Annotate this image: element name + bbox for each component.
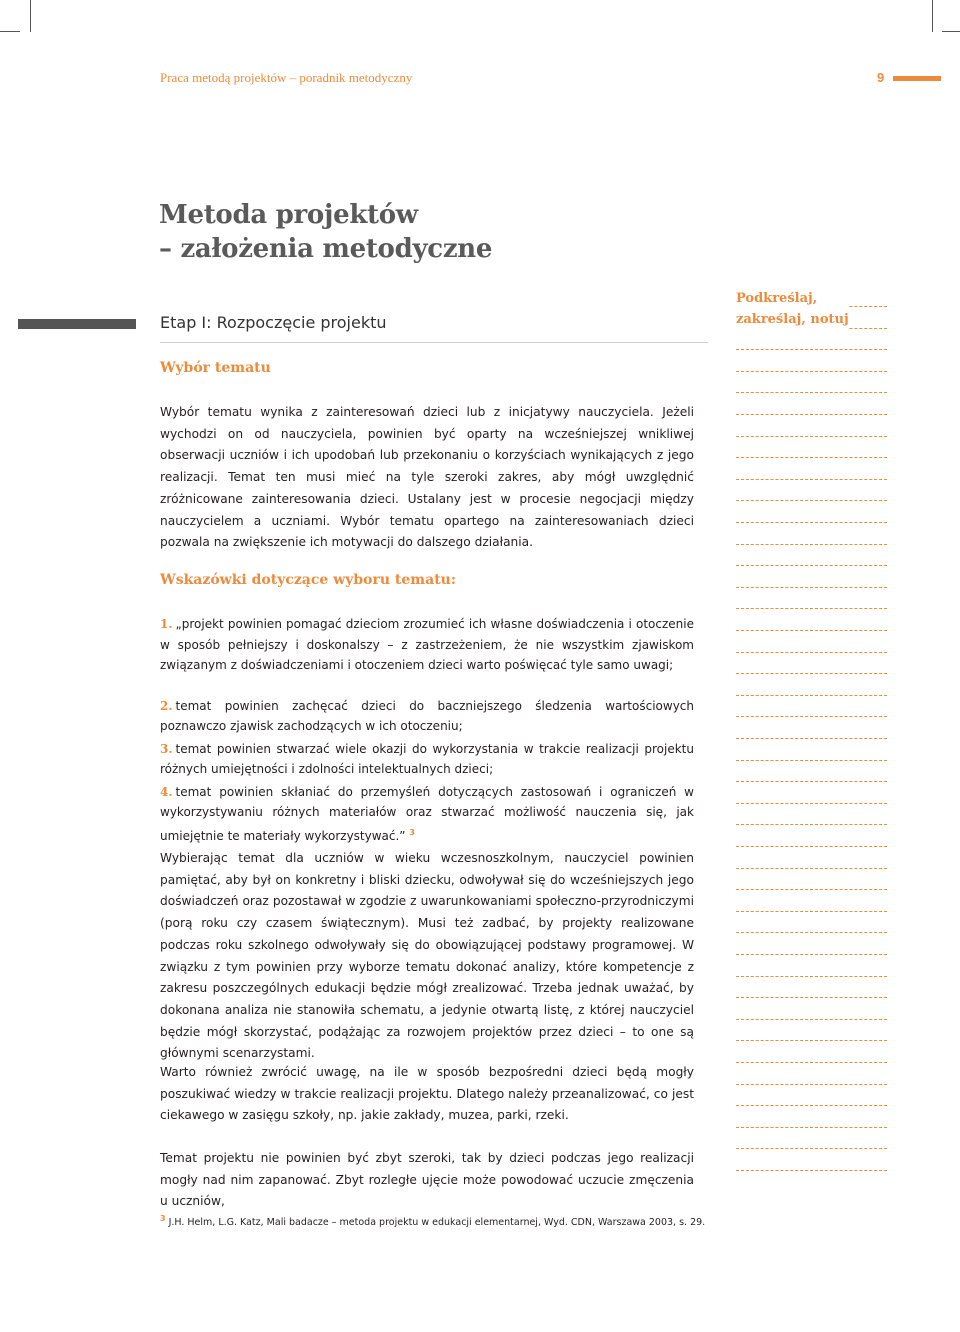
- note-line: [736, 479, 887, 480]
- note-line: [736, 932, 887, 933]
- list-text: temat powinien zachęcać dzieci do baczniejszego śledzenia wartościowych poznawczo zjawisk zachodzących w ich otoczeniu;: [160, 698, 694, 733]
- note-line: [736, 760, 887, 761]
- footnote-reference[interactable]: 3: [409, 827, 415, 837]
- note-line: [736, 652, 887, 653]
- list-item: [160, 696, 694, 737]
- body-paragraph: Wybierając temat dla uczniów w wieku wczesnoszkolnym, nauczyciel powinien pamiętać, aby był on konkretny i bliski dziecku, odwoływał się do wcześniejszych jego doświadczeń oraz pozostawał w zgodzie z uwarunkowaniami społeczno-przyrodniczymi (porą roku czy czasem świątecznym). Musi też zadbać, by projekty realizowane podczas roku szkolnego odwoływały się do obowiązującej podstawy programowej. W związku z tym powinien przy wyborze tematu dokonać analizy, które kompetencje z zakresu poszczególnych edukacji będzie mógł zrealizować. Trzeba jednak uważać, by dokonana analiza nie stanowiła schematu, a jedynie otwartą listę, z której nauczyciel będzie mógł skorzystać, podążając za rozwojem projektów przez dzieci – to one są głównymi scenarzystami.: [160, 851, 694, 1061]
- note-line: [736, 1148, 887, 1149]
- note-line: [736, 414, 887, 415]
- note-line: [736, 846, 887, 847]
- crop-mark: [942, 31, 960, 32]
- running-title: Praca metodą projektów – poradnik metodyczny: [160, 70, 413, 85]
- list-number: 2.: [160, 698, 173, 713]
- section-marker-bar: [18, 319, 136, 329]
- note-line: [736, 436, 887, 437]
- list-text: temat powinien skłaniać do przemyśleń dotyczących zastosowań i ograniczeń w wykorzystywaniu różnych materiałów oraz stwarzać możliwość nauczenia się, jak umiejętnie te materiały wykorzystywać.”: [160, 784, 694, 843]
- note-line: [736, 1019, 887, 1020]
- title-line-2: – założenia metodyczne: [159, 234, 493, 264]
- footnote-text: J.H. Helm, L.G. Katz, Mali badacze – metoda projektu w edukacji elementarnej, Wyd. CDN, Warszawa 2003, s. 29.: [168, 1217, 706, 1229]
- note-line: [736, 803, 887, 804]
- list-item: [160, 782, 694, 847]
- note-line: [736, 544, 887, 545]
- note-line: [736, 868, 887, 869]
- crop-mark: [30, 0, 31, 32]
- note-line: [736, 1062, 887, 1063]
- note-line: [736, 1084, 887, 1085]
- notes-label-line-1: Podkreślaj,: [736, 291, 818, 306]
- note-line: [736, 1127, 887, 1128]
- footnote-mark: 3: [160, 1214, 166, 1223]
- list-number: 1.: [160, 617, 173, 631]
- page-number-bar: [893, 76, 941, 81]
- note-line: [736, 1105, 887, 1106]
- section-heading: Etap I: Rozpoczęcie projektu: [160, 313, 387, 332]
- list-number: 3.: [160, 741, 173, 756]
- list-number: 4.: [160, 784, 173, 799]
- note-line: [736, 1170, 887, 1171]
- body-paragraph: Temat projektu nie powinien być zbyt szeroki, tak by dzieci podczas jego realizacji mogły nad nim zapanować. Zbyt rozległe ujęcie może powodować uczucie zmęczenia u uczniów,: [160, 1151, 694, 1209]
- list-item: [160, 614, 694, 676]
- note-line: [736, 673, 887, 674]
- note-line: [736, 349, 887, 350]
- note-line: [736, 1040, 887, 1041]
- note-line: [736, 608, 887, 609]
- list-item: [160, 739, 694, 780]
- note-line: [736, 630, 887, 631]
- note-line: [736, 716, 887, 717]
- page-number: 9: [877, 70, 885, 85]
- notes-label-line-2: zakreślaj, notuj: [736, 312, 849, 327]
- note-line: [736, 738, 887, 739]
- subsection-heading: Wybór tematu: [160, 360, 271, 376]
- note-line: [736, 587, 887, 588]
- list-text: temat powinien stwarzać wiele okazji do wykorzystania w trakcie realizacji projektu różnych umiejętności i zdolności intelektualnych dzieci;: [160, 741, 694, 776]
- divider: [160, 342, 708, 343]
- note-line: [736, 911, 887, 912]
- note-line: [736, 781, 887, 782]
- title-line-1: Metoda projektów: [159, 200, 418, 230]
- hints-heading: Wskazówki dotyczące wyboru tematu:: [160, 572, 457, 588]
- page-title: [159, 198, 492, 266]
- note-line: [736, 695, 887, 696]
- hints-list: [160, 614, 694, 866]
- note-line: [736, 565, 887, 566]
- notes-label: [736, 288, 849, 330]
- crop-mark: [0, 31, 20, 32]
- note-line: [736, 522, 887, 523]
- note-line: [736, 824, 887, 825]
- list-text: „projekt powinien pomagać dzieciom zrozumieć ich własne doświadczenia i otoczenie w sposób pełniejszy i doskonalszy – z zastrzeżeniem, że nie wszystkim zjawiskom związanym z doświadczeniami i otoczeniem dzieci warto poświęcać tyle samo uwagi;: [160, 617, 694, 672]
- note-line: [736, 954, 887, 955]
- note-line: [736, 500, 887, 501]
- note-line: [736, 997, 887, 998]
- body-paragraph: Warto również zwrócić uwagę, na ile w sposób bezpośredni dzieci będą mogły poszukiwać wiedzy w trakcie realizacji projektu. Dlatego należy przeanalizować, co jest ciekawego w zasięgu szkoły, np. jakie zakłady, muzea, parki, rzeki.: [160, 1065, 694, 1123]
- crop-mark: [932, 0, 933, 32]
- note-line: [736, 392, 887, 393]
- note-line: [736, 889, 887, 890]
- note-line: [736, 976, 887, 977]
- intro-paragraph: Wybór tematu wynika z zainteresowań dzieci lub z inicjatywy nauczyciela. Jeżeli wychodzi on od nauczyciela, powinien być oparty na wcześniejszej wnikliwej obserwacji uczniów i ich upodobań lub przekonaniu o korzyściach wynikających z jego realizacji. Temat ten musi mieć na tyle szeroki zakres, aby mógł uwzględnić zróżnicowane zainteresowania dzieci. Ustalany jest w procesie negocjacji między nauczycielem a uczniami. Wybór tematu opartego na zainteresowaniach dzieci pozwala na zwiększenie ich motywacji do dalszego działania.: [160, 405, 694, 550]
- note-line: [736, 457, 887, 458]
- note-line: [736, 371, 887, 372]
- footnote: [160, 1214, 705, 1228]
